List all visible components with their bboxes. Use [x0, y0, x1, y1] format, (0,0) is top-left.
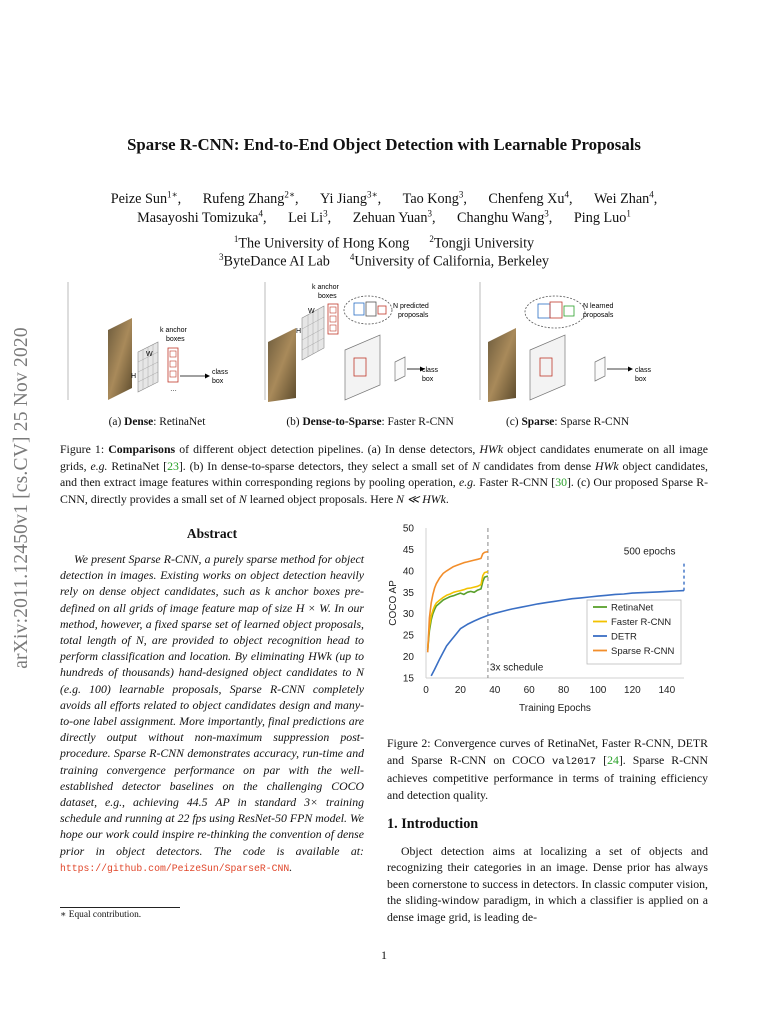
feature-map-large: [345, 335, 380, 400]
x-tick-label: 60: [523, 685, 535, 696]
figure-2-chart: [388, 518, 696, 720]
author: Peize Sun$^{1∗}$,: [110, 189, 182, 207]
introduction-body: Object detection aims at localizing a set of objects and recognizing their categories in an image. Dense prior has always been cornerstone to success in detectors. In classic computer vision, the sliding-window paradigm, in which a classifier is applied on a dense image grid, is leading de-: [387, 844, 708, 924]
legend-label: RetinaNet: [611, 602, 654, 614]
y-tick-label: 35: [402, 587, 414, 599]
anchor-box: [170, 351, 176, 357]
x-tick-label: 20: [454, 685, 466, 696]
panel-c-sparse: [488, 296, 651, 402]
author: Yi Jiang$^{3∗}$,: [320, 189, 382, 207]
arxiv-identifier: arXiv:2011.12450v1 [cs.CV] 25 Nov 2020: [11, 327, 32, 669]
width-label: W: [308, 308, 315, 315]
y-tick-label: 40: [402, 566, 414, 578]
x-tick-label: 100: [589, 685, 607, 696]
y-tick-label: 45: [402, 544, 414, 556]
affiliations-line-1: $^1$The University of Hong Kong $^2$Tongji University: [233, 234, 535, 252]
k-anchor-label: boxes: [318, 293, 337, 300]
n-learned-label: N learned: [583, 303, 614, 310]
anchor-box: [330, 316, 336, 322]
y-tick-label: 50: [402, 523, 414, 535]
author: Masayoshi Tomizuka$^4$,: [137, 208, 267, 226]
y-tick-label: 15: [402, 673, 414, 685]
reference-link[interactable]: 30: [555, 475, 567, 490]
anchor-box: [330, 325, 336, 331]
y-tick-label: 20: [402, 652, 414, 664]
code-url-link[interactable]: https://github.com/PeizeSun/SparseR-CNN: [60, 862, 290, 874]
authors-line-2: [60, 204, 708, 227]
paper-title: Sparse R-CNN: End-to-End Object Detection with Learnable Proposals: [127, 135, 641, 154]
abstract-heading: Abstract: [186, 526, 238, 541]
n-predicted-label: N predicted: [393, 303, 429, 310]
class-label: class: [212, 369, 228, 376]
class-label: class: [635, 367, 651, 374]
legend-label: Sparse R-CNN: [611, 646, 675, 657]
convergence-chart-svg: [388, 518, 696, 720]
figure-2-caption: Figure 2: Convergence curves of RetinaNet, Faster R-CNN, DETR and Sparse R-CNN on COCO val2017 [24]. Sparse R-CNN achieves competitive performance in terms of training efficiency and detection quality.: [387, 736, 709, 802]
x-tick-label: 40: [489, 685, 501, 696]
proposal-cloud: [344, 296, 392, 324]
n-predicted-label: proposals: [398, 312, 429, 319]
figure-1-svg: [60, 280, 708, 402]
author: Rufeng Zhang$^{2∗}$,: [202, 189, 299, 207]
k-anchor-label: k anchor: [160, 327, 187, 334]
height-label: H: [131, 373, 137, 380]
legend-label: Faster R-CNN: [611, 617, 672, 628]
abstract-body: We present Sparse R-CNN, a purely sparse method for object detection in images. Existing works on object detection heavily rely on dense object candidates, such as k anchor boxes pre-defined on all grids of image feature map of size H × W. In our method, however, a fixed sparse set of learned object proposals, total length of N, are provided to object recognition head to perform classification and location. By eliminating HWk (up to hundreds of thousands) hand-designed object candidates to N (e.g. 100) learnable proposals, Sparse R-CNN completely avoids all efforts related to object candidates design and many-to-one label assignment. More importantly, final predictions are directly output without non-maximum suppression post-procedure. Sparse R-CNN demonstrates accuracy, run-time and training convergence performance on par with the well-established detector baselines on the challenging COCO dataset, e.g., achieving 44.5 AP in standard 3× training schedule and running at 22 fps using ResNet-50 FPN model. We hope our work could inspire re-thinking the convention of dense prior in object detectors. The code is available at: https://github.com/PeizeSun/SparseR-CNN.: [60, 552, 364, 874]
feature-map-large: [530, 335, 565, 400]
arrow-head: [628, 367, 633, 372]
page-number: 1: [381, 948, 387, 962]
author: Ping Luo$^1$: [573, 208, 631, 226]
y-tick-label: 30: [402, 609, 414, 621]
width-label: W: [146, 351, 153, 358]
k-anchor-label: k anchor: [312, 284, 339, 291]
figure-1-diagram: [60, 280, 708, 402]
legend-label: DETR: [611, 631, 637, 643]
roi-feature: [395, 357, 405, 381]
y-tick-label: 25: [402, 630, 414, 642]
reference-link[interactable]: 24: [607, 752, 619, 767]
subcaption-a: (a) Dense: RetinaNet: [108, 416, 206, 428]
vline-label: 3x schedule: [489, 662, 544, 674]
anchor-box: [330, 307, 336, 313]
x-tick-label: 0: [423, 685, 429, 696]
section-heading-introduction: 1. Introduction: [387, 816, 479, 832]
input-image: [488, 328, 516, 402]
panel-b-dense-to-sparse: [268, 284, 438, 402]
panel-a-dense: [108, 318, 228, 400]
author: Lei Li$^3$,: [288, 208, 332, 226]
roi-feature: [595, 357, 605, 381]
x-tick-label: 120: [624, 685, 641, 696]
arrow-head: [205, 374, 210, 379]
k-anchor-label: boxes: [166, 336, 185, 343]
x-axis-label: Training Epochs: [519, 703, 591, 714]
box-label: box: [422, 376, 434, 383]
subcaption-c: (c) Sparse: Sparse R-CNN: [505, 416, 630, 428]
dots: …: [170, 386, 177, 393]
author: Chenfeng Xu$^4$,: [488, 189, 573, 207]
figure-1-caption: Figure 1: Comparisons of different object detection pipelines. (a) In dense detectors, HWk object candidates enumerate on all image grids, e.g. RetinaNet [23]. (b) In dense-to-sparse detectors, they select a small set of N candidates from dense HWk object candidates, and then extract image features within corresponding regions by pooling operation, e.g. Faster R-CNN [30]. (c) Our proposed Sparse R-CNN, directly provides a small set of N learned object proposals. Here N ≪ HWk.: [60, 442, 709, 507]
input-image: [108, 318, 132, 400]
affiliations-line-2: $^3$ByteDance AI Lab $^4$University of California, Berkeley: [218, 252, 549, 270]
input-image: [268, 328, 296, 402]
anchor-box: [170, 371, 176, 377]
x-tick-label: 80: [558, 685, 570, 696]
series-line-retinanet: [428, 576, 488, 650]
n-learned-label: proposals: [583, 312, 614, 319]
anchor-column: [328, 304, 338, 334]
class-label: class: [422, 367, 438, 374]
height-label: H: [296, 328, 302, 335]
footnote: ∗ Equal contribution.: [60, 910, 142, 920]
box-label: box: [212, 378, 224, 385]
annotation-500-epochs: 500 epochs: [623, 546, 676, 558]
box-label: box: [635, 376, 647, 383]
author: Changhu Wang$^3$,: [457, 208, 553, 226]
subcaption-b: (b) Dense-to-Sparse: Faster R-CNN: [286, 416, 454, 428]
y-axis-label: COCO AP: [388, 580, 399, 626]
x-tick-label: 140: [658, 685, 676, 696]
author: Tao Kong$^3$,: [402, 189, 467, 207]
anchor-box: [170, 361, 176, 367]
proposal-cloud: [525, 296, 585, 328]
author: Wei Zhan$^4$,: [594, 189, 658, 207]
footnote-rule: [60, 907, 180, 908]
author: Zehuan Yuan$^3$,: [352, 208, 436, 226]
reference-link[interactable]: 23: [167, 458, 179, 473]
